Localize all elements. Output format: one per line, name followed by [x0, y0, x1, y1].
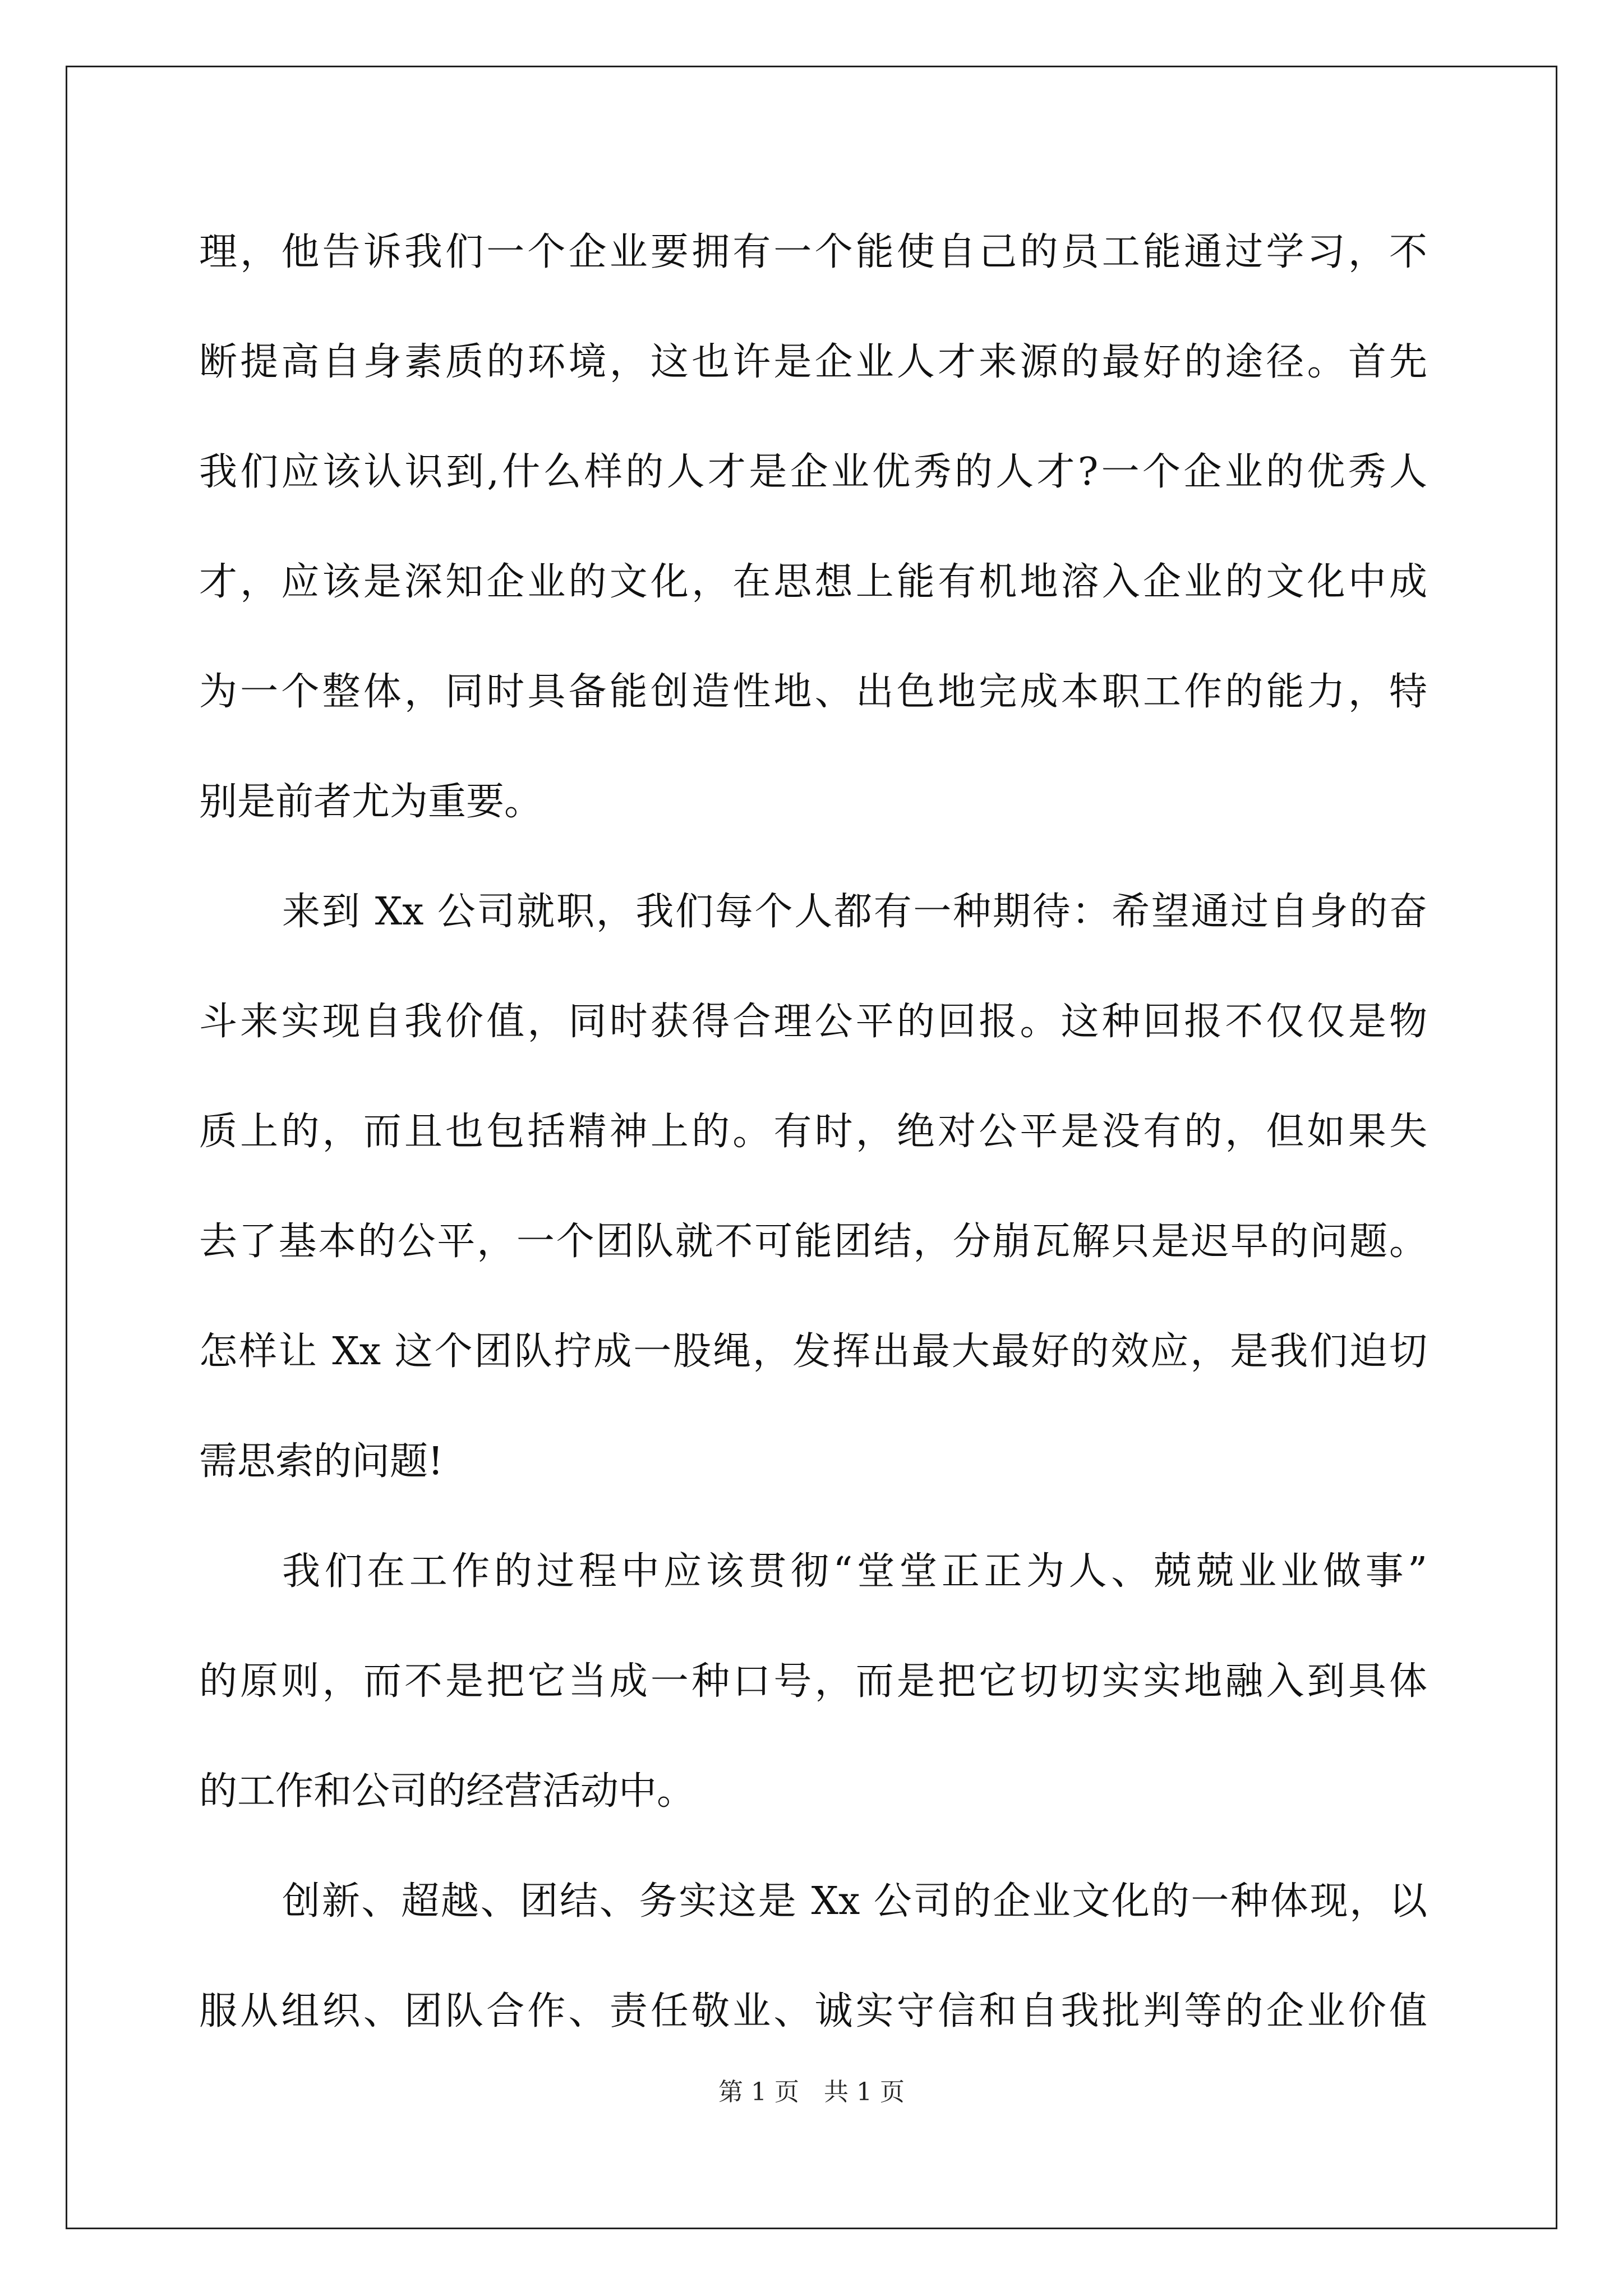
text-line: 斗来实现自我价值，同时获得合理公平的回报。这种回报不仅仅是物: [199, 1000, 1427, 1044]
text-line: 创新、超越、团结、务实这是 Xx 公司的企业文化的一种体现，以: [282, 1879, 1427, 1924]
text-line: 别是前者尤为重要。: [199, 780, 543, 824]
page-number-footer: 第 1 页 共 1 页: [718, 2078, 905, 2106]
text-line: 理，他告诉我们一个企业要拥有一个能使自己的员工能通过学习，不: [199, 230, 1427, 274]
text-line: 我们在工作的过程中应该贯彻“堂堂正正为人、兢兢业业做事”: [282, 1549, 1427, 1594]
document-body: [199, 219, 1427, 2088]
text-line: 为一个整体，同时具备能创造性地、出色地完成本职工作的能力，特: [199, 670, 1427, 714]
text-line: 才，应该是深知企业的文化，在思想上能有机地溶入企业的文化中成: [199, 560, 1427, 604]
text-line: 断提高自身素质的环境，这也许是企业人才来源的最好的途径。首先: [199, 340, 1427, 384]
text-line: 的工作和公司的经营活动中。: [199, 1769, 695, 1814]
text-line: 的原则，而不是把它当成一种口号，而是把它切切实实地融入到具体: [199, 1659, 1427, 1704]
text-line: 服从组织、团队合作、责任敬业、诚实守信和自我批判等的企业价值: [199, 1989, 1427, 2033]
text-line: 去了基本的公平，一个团队就不可能团结，分崩瓦解只是迟早的问题。: [199, 1220, 1427, 1264]
text-line: 需思索的问题!: [199, 1439, 444, 1484]
text-line: 怎样让 Xx 这个团队拧成一股绳，发挥出最大最好的效应，是我们迫切: [199, 1329, 1427, 1374]
text-line: 来到 Xx 公司就职，我们每个人都有一种期待：希望通过自身的奋: [282, 890, 1427, 934]
text-line: 我们应该认识到,什么样的人才是企业优秀的人才?一个企业的优秀人: [199, 450, 1427, 494]
text-line: 质上的，而且也包括精神上的。有时，绝对公平是没有的，但如果失: [199, 1110, 1427, 1154]
